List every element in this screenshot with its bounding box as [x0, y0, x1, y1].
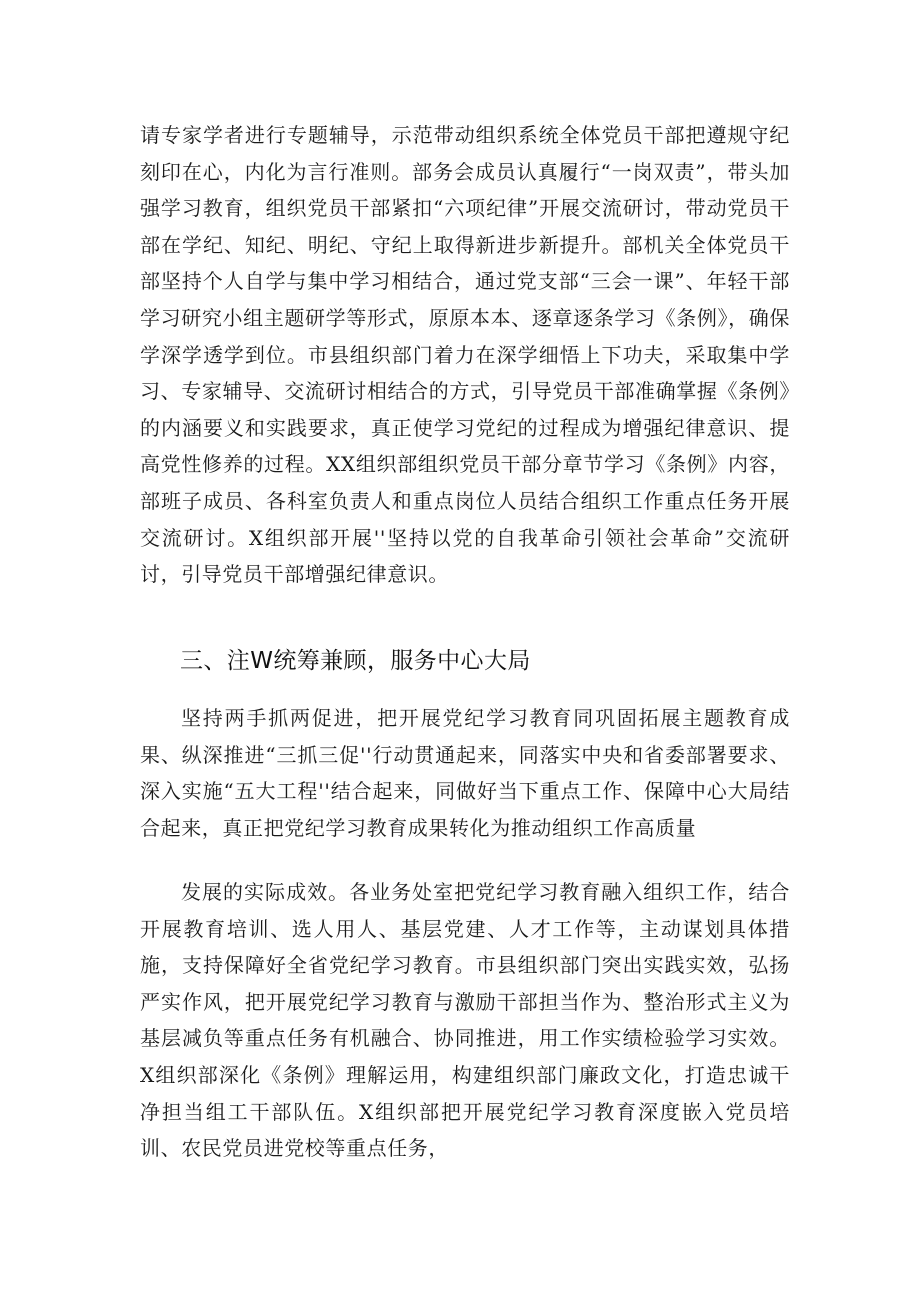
section-heading: 三、注W统筹兼顾，服务中心大局 — [180, 648, 531, 674]
body-paragraph-2: 坚持两手抓两促进，把开展党纪学习教育同巩固拓展主题教育成果、纵深推进“三抓三促''行动贯通起来，同落实中央和省委部署要求、深入实施“五大工程''结合起来，同做好当下重点工作、保障中心大局结合起来，真正把党纪学习教育成果转化为推动组织工作高质量 — [140, 706, 790, 840]
body-paragraph-1: 请专家学者进行专题辅导，示范带动组织系统全体党员干部把遵规守纪刻印在心，内化为言行准则。部务会成员认真履行“一岗双责”，带头加强学习教育，组织党员干部紧扣“六项纪律”开展交流研讨，带动党员干部在学纪、知纪、明纪、守纪上取得新进步新提升。部机关全体党员干部坚持个人自学与集中学习相结合，通过党支部“三会一课”、年轻干部学习研究小组主题研学等形式，原原本本、逐章逐条学习《条例》，确保学深学透学到位。市县组织部门着力在深学细悟上下功夫，采取集中学习、专家辅导、交流研讨相结合的方式，引导党员干部准确掌握《条例》的内涵要义和实践要求，真正使学习党纪的过程成为增强纪律意识、提高党性修养的过程。XX组织部组织党员干部分章节学习《条例》内容，部班子成员、各科室负责人和重点岗位人员结合组织工作重点任务开展交流研讨。X组织部开展''坚持以党的自我革命引领社会革命”交流研讨，引导党员干部增强纪律意识。 — [140, 123, 790, 587]
body-paragraph-3: 发展的实际成效。各业务处室把党纪学习教育融入组织工作，结合开展教育培训、选人用人、基层党建、人才工作等，主动谋划具体措施，支持保障好全省党纪学习教育。市县组织部门突出实践实效，弘扬严实作风，把开展党纪学习教育与激励干部担当作为、整治形式主义为基层减负等重点任务有机融合、协同推进，用工作实绩检验学习实效。X组织部深化《条例》理解运用，构建组织部门廉政文化，打造忠诚干净担当组工干部队伍。X组织部把开展党纪学习教育深度嵌入党员培训、农民党员进党校等重点任务， — [140, 880, 790, 1161]
